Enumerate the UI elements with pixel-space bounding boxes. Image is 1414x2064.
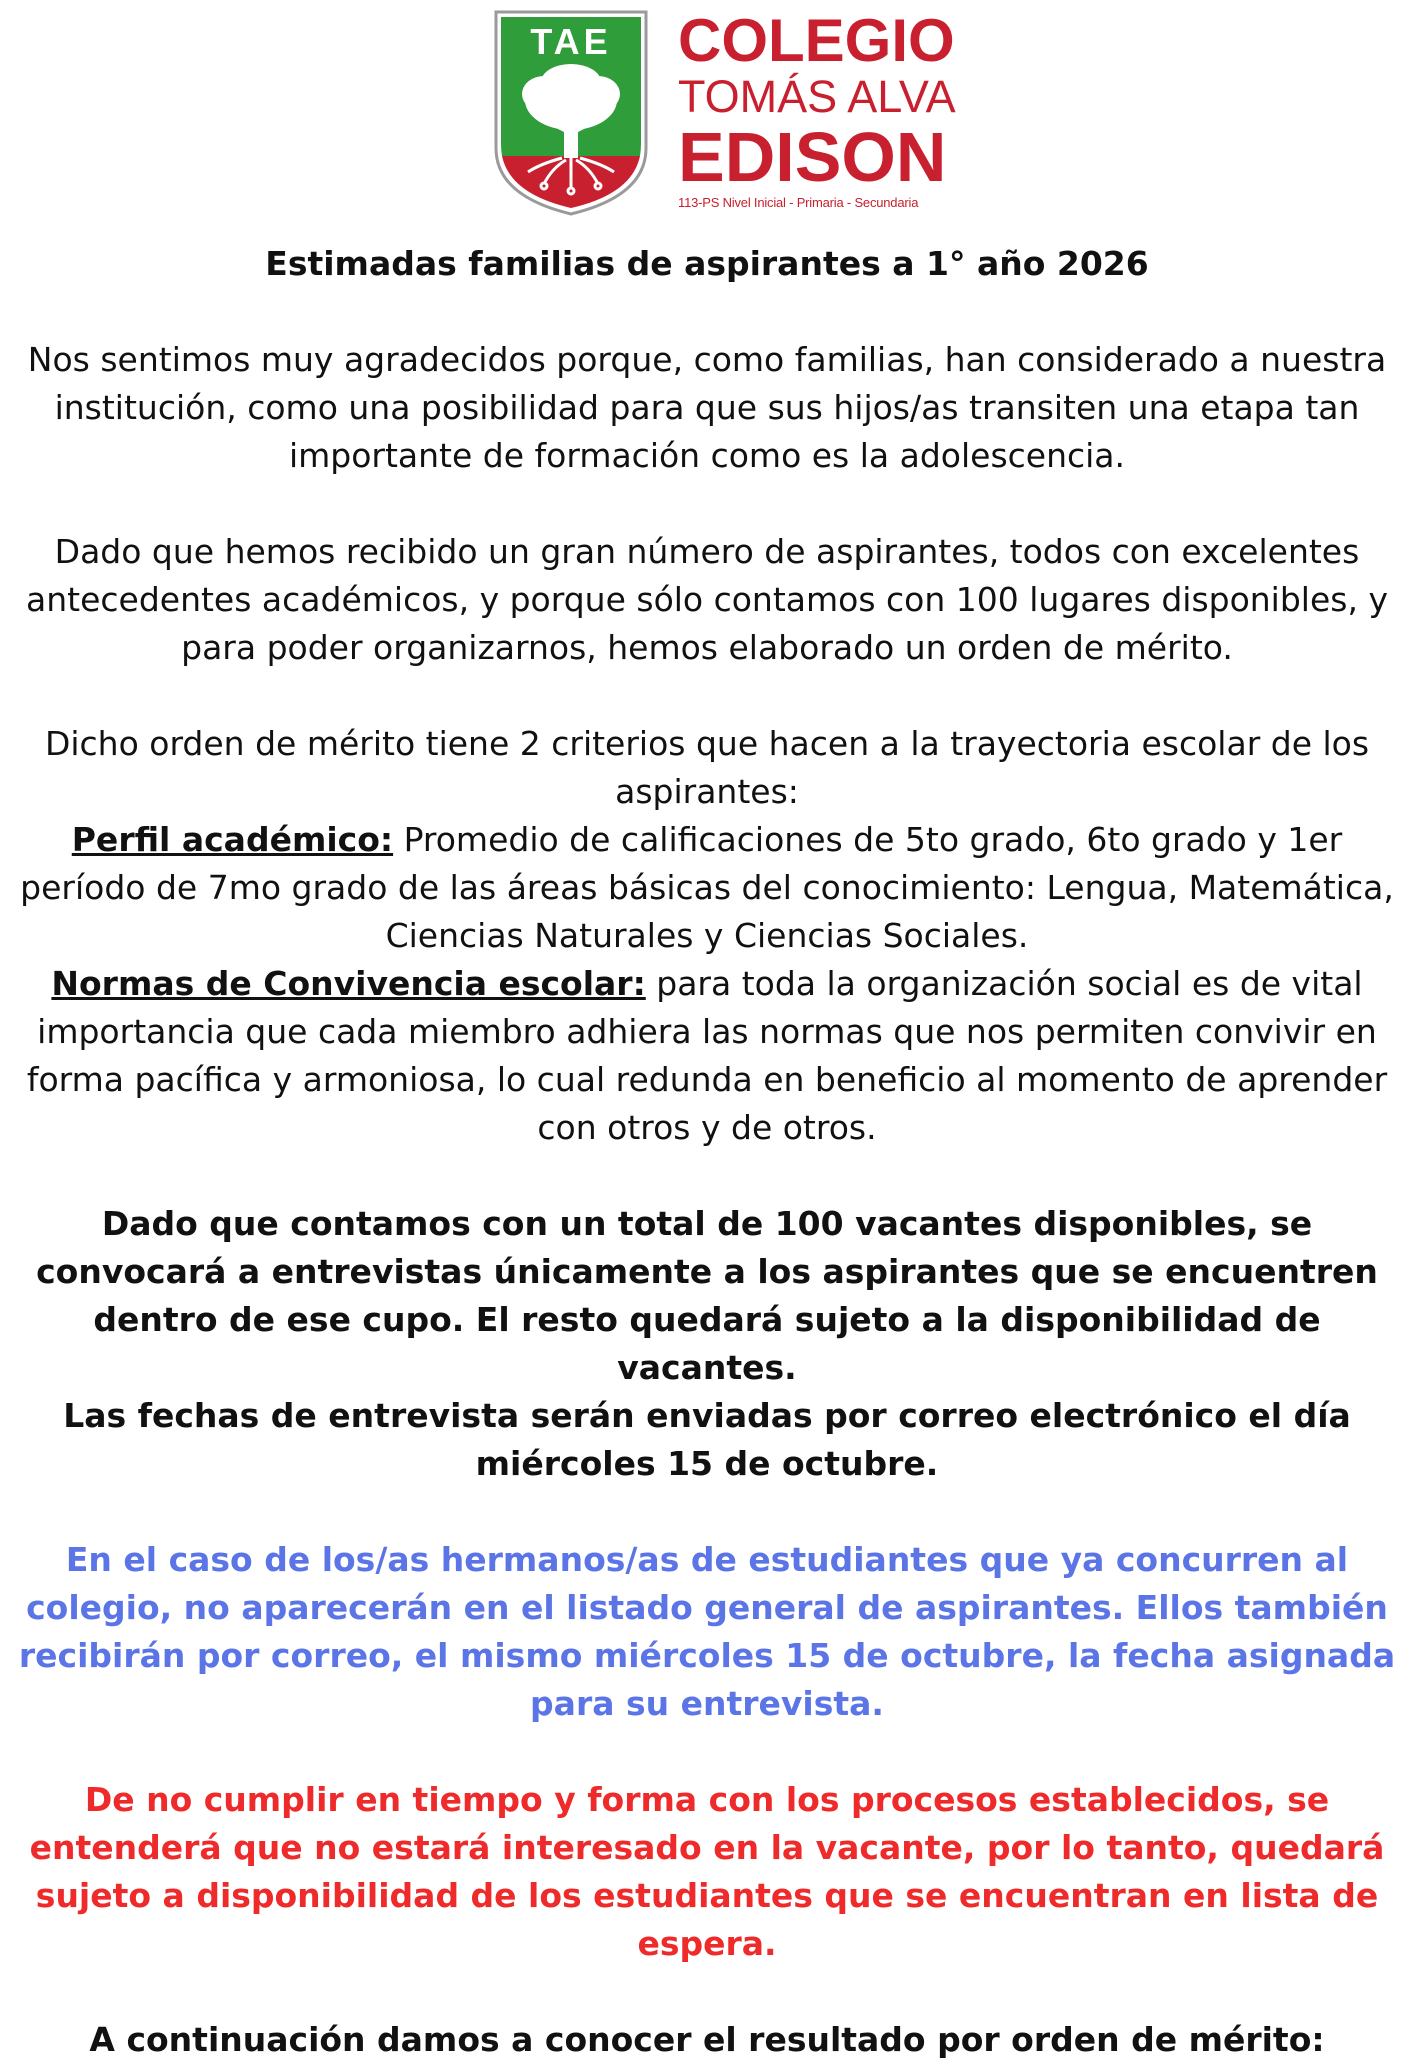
school-levels: 113-PS Nivel Inicial - Primaria - Secundaria — [678, 195, 919, 210]
interview-dates-notice: Las fechas de entrevista serán enviadas por correo electrónico el día miércoles 15 de octubre. — [63, 1396, 1351, 1483]
criteria-intro: Dicho orden de mérito tiene 2 criterios que hacen a la trayectoria escolar de los aspirantes: — [44, 724, 1370, 811]
vacancies-notice: Dado que contamos con un total de 100 vacantes disponibles, se convocará a entrevistas únicamente a los aspirantes que se encuentren dentro de ese cupo. El resto quedará sujeto a la disponibilidad de vacantes. — [36, 1204, 1378, 1387]
warning-note: De no cumplir en tiempo y forma con los procesos establecidos, se entenderá que no estará interesado en la vacante, por lo tanto, quedará sujeto a disponibilidad de los estudiantes que se encuentran en lista de espera. — [29, 1780, 1385, 1963]
badge-text: TAE — [530, 21, 612, 62]
criterion-conduct — [0, 960, 1414, 1152]
paragraph-gratitude: Nos sentimos muy agradecidos porque, como familias, han considerado a nuestra institución, como una posibilidad para que sus hijos/as transiten una etapa tan importante de formación como es la adolescencia. — [27, 340, 1387, 475]
criterion-conduct-text: para toda la organización social es de vital importancia que cada miembro adhiera las normas que nos permiten convivir en forma pacífica y armoniosa, lo cual redunda en beneficio al momento de aprender con otros y de otros. — [26, 964, 1388, 1147]
school-name-line2: TOMÁS ALVA — [678, 71, 956, 122]
criterion-academic — [0, 816, 1414, 960]
results-intro: A continuación damos a conocer el resultado por orden de mérito: — [89, 2020, 1325, 2059]
school-logo — [492, 8, 962, 218]
criterion-academic-label: Perfil académico: — [71, 820, 394, 859]
siblings-note: En el caso de los/as hermanos/as de estudiantes que ya concurren al colegio, no aparecerán en el listado general de aspirantes. Ellos también recibirán por correo, el mismo miércoles 15 de octubre, la fecha asignada para su entrevista. — [18, 1540, 1396, 1723]
school-name — [678, 7, 968, 212]
school-shield-logo — [492, 8, 650, 218]
paragraph-applicants: Dado que hemos recibido un gran número de aspirantes, todos con excelentes antecedentes académicos, y porque sólo contamos con 100 lugares disponibles, y para poder organizarnos, hemos elaborado un orden de mérito. — [26, 532, 1388, 667]
letter-title: Estimadas familias de aspirantes a 1° año 2026 — [265, 244, 1149, 283]
criterion-academic-text: Promedio de calificaciones de 5to grado, 6to grado y 1er período de 7mo grado de las áreas básicas del conocimiento: Lengua, Matemática, Ciencias Naturales y Ciencias Sociales. — [20, 820, 1394, 955]
criterion-conduct-label: Normas de Convivencia escolar: — [51, 964, 646, 1003]
letter-body — [0, 240, 1414, 2064]
school-name-line3: EDISON — [678, 118, 947, 196]
school-name-line1: COLEGIO — [678, 7, 955, 74]
